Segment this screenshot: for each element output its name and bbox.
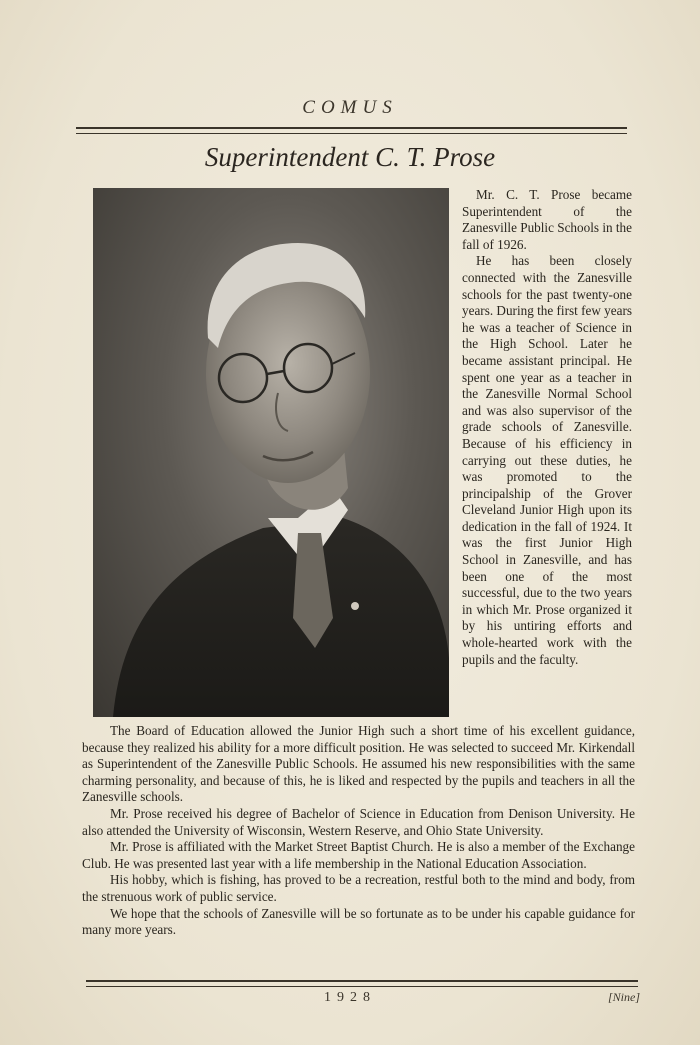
side-column [462,187,632,668]
body-paragraph: The Board of Education allowed the Junior High such a short time of his excellent guidance, because they realized his ability for a more difficult position. He was selected to succeed Mr. Kirkendall as Superintendent of the Zanesville Public Schools. He assumed his new responsibilities with the same charming personality, and because of this, he is liked and respected by the pupils and teachers in all the Zanesville schools. [82,723,635,805]
article-body [82,723,635,939]
body-paragraph: His hobby, which is fishing, has proved to be a recreation, restful both to the mind and body, from the strenuous work of public service. [82,872,635,904]
body-paragraph: Mr. Prose is affiliated with the Market Street Baptist Church. He is also a member of the Exchange Club. He was presented last year with a life membership in the National Education Association. [82,839,635,871]
footer-rule-thick [86,980,638,982]
body-paragraph: We hope that the schools of Zanesville will be so fortunate as to be under his capable guidance for many more years. [82,905,635,938]
portrait-illustration [93,188,449,717]
header-rule-thick [76,127,627,129]
portrait-photo [93,188,449,717]
side-paragraph: Mr. C. T. Prose became Superintendent of the Zanesville Public Schools in the fall of 1926. [462,187,632,252]
page-number: [Nine] [607,990,640,1004]
side-paragraph: He has been closely connected with the Zanesville schools for the past twenty-one years. During the first few years he was a teacher of Science in the High School. Later he became assistant principal. He spent one year as a teacher in the Zanesville Normal School and was also supervisor of the grade schools of Zanesville. Because of his efficiency in carrying out these duties, he was promoted to the principalship of the Grover Cleveland Junior High upon its dedication in the fall of 1924. It was the first Junior High School in Zanesville, and has been one of the most successful, due to the two years in which Mr. Prose organized it by his untiring efforts and whole-hearted work with the pupils and the faculty. [462,253,632,667]
page-title: Superintendent C. T. Prose [204,142,496,172]
running-header: COMUS [302,97,398,118]
footer-rule-thin [86,986,638,987]
footer-year: 1928 [324,990,376,1005]
header-rule-thin [76,133,627,134]
body-paragraph: Mr. Prose received his degree of Bachelor of Science in Education from Denison University. He also attended the University of Wisconsin, Western Reserve, and Ohio State University. [82,805,635,838]
